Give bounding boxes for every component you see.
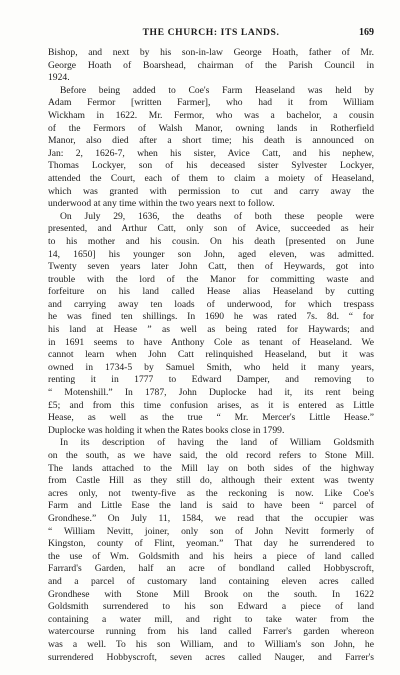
text-line: forfeiture on his land called Hease alias Heaseland by cutting	[48, 286, 374, 298]
text-line: owned in 1734-5 by Samuel Smith, who held it many years,	[48, 361, 374, 373]
text-line: Grondhese with Stone Mill Brook on the south. In 1622	[48, 588, 374, 600]
running-title: THE CHURCH: ITS LANDS.	[142, 27, 280, 38]
text-line: from Castle Hill as they still do, although their extent was twenty	[48, 475, 374, 487]
text-line: “ Motenshill.” In 1787, John Duplocke had it, its rent being	[48, 387, 374, 399]
text-line: “ William Nevitt, joiner, only son of John Nevitt formerly of	[48, 525, 374, 537]
text-line: £5; and from this time confusion arises, as it is entered as Little	[48, 399, 374, 411]
running-head	[48, 27, 374, 41]
text-line: Goldsmith surrendered to his son Edward a piece of land	[48, 601, 374, 613]
text-line: on the south, as we have said, the old record refers to Stone Mill.	[48, 450, 374, 461]
text-line: Duplocke was holding it when the Rates books close in 1799.	[48, 424, 285, 436]
text-line: Twenty seven years later John Catt, then of Heywards, got into	[48, 261, 374, 273]
text-line: renting it in 1777 to Edward Damper, and removing to	[48, 374, 374, 386]
text-line: Farrard's Garden, half an acre of bondland called Hobbyscroft,	[48, 563, 374, 575]
text-line: presented, and Arthur Catt, only son of Avice, succeeded as heir	[48, 223, 374, 235]
text-line: was a well. To his son William, and to William's son John, he	[48, 638, 374, 650]
text-line: On July 29, 1636, the deaths of both these people were	[60, 210, 374, 222]
text-line: Wickham in 1622. Mr. Fermor, who was a bachelor, a cousin	[48, 109, 374, 121]
text-line: Before being added to Coe's Farm Heaseland was held by	[60, 84, 374, 96]
text-line: Manor, also died after a short time; his death is announced on	[48, 135, 374, 147]
text-line: the use of Wm. Goldsmith and his heirs a piece of land called	[48, 550, 374, 562]
text-line: he was fined ten shillings. In 1690 he was rated 7s. 8d. “ for	[48, 311, 374, 323]
text-line: Hease, as well as the true “ Mr. Mercer's Little Hease.”	[48, 412, 374, 424]
body-text	[48, 47, 374, 664]
text-line: George Hoath of Boarshead, chairman of the Parish Council in	[48, 59, 374, 71]
text-line: 1924.	[48, 72, 70, 84]
text-line: Adam Fermor [written Farmer], who had it from William	[48, 97, 374, 109]
text-line: watercourse running from his land called Farrer's garden whereon	[48, 626, 374, 638]
text-line: Farm and Little Ease the land is said to have been “ parcel of	[48, 500, 374, 512]
text-line: and a parcel of customary land containing eleven acres called	[48, 575, 374, 587]
text-line: acres only, not twenty-five as the reckoning is now. Like Coe's	[48, 487, 374, 499]
text-line: attended the Court, each of them to claim a moiety of Heaseland,	[48, 172, 374, 184]
text-line: In its description of having the land of William Goldsmith	[60, 437, 374, 449]
text-line: 14, 1650] his younger son John, aged eleven, was admitted.	[48, 248, 374, 260]
text-line: Thomas Lockyer, son of his deceased sister Sylvester Lockyer,	[48, 160, 374, 172]
page-number: 169	[359, 27, 374, 38]
text-line: Kingston, county of Flint, yeoman.” That day he surrendered to	[48, 538, 374, 550]
text-line: Bishop, and next by his son-in-law George Hoath, father of Mr.	[48, 47, 374, 58]
text-line: to his mother and his cousin. On his death [presented on June	[48, 235, 374, 247]
text-line: surrendered Hobbyscroft, seven acres called Nauger, and Farrer's	[48, 651, 374, 663]
text-line: The lands attached to the Mill lay on both sides of the highway	[48, 462, 374, 474]
text-line: trouble with the lord of the Manor for committing waste and	[48, 273, 374, 285]
text-line: and carrying away ten loads of underwood, for which trespass	[48, 298, 374, 310]
text-line: Grondhese.” On July 11, 1584, we read that the occupier was	[48, 512, 374, 524]
text-line: underwood at any time within the two years next to follow.	[48, 198, 275, 210]
text-line: in 1691 seems to have Anthony Cole as tenant of Heaseland. We	[48, 336, 374, 348]
text-line: cannot learn when John Catt relinquished Heaseland, but it was	[48, 349, 374, 361]
text-line: Jan: 2, 1626-7, when his sister, Avice Catt, and his nephew,	[48, 147, 374, 159]
text-line: his land at Hease ” as well as being rated for Haywards; and	[48, 324, 374, 336]
text-line: of the Fermors of Walsh Manor, owning lands in Rotherfield	[48, 122, 374, 134]
text-line: containing a water mill, and right to take water from the	[48, 613, 374, 625]
text-line: which was granted with permission to cut and carry away the	[48, 185, 374, 197]
